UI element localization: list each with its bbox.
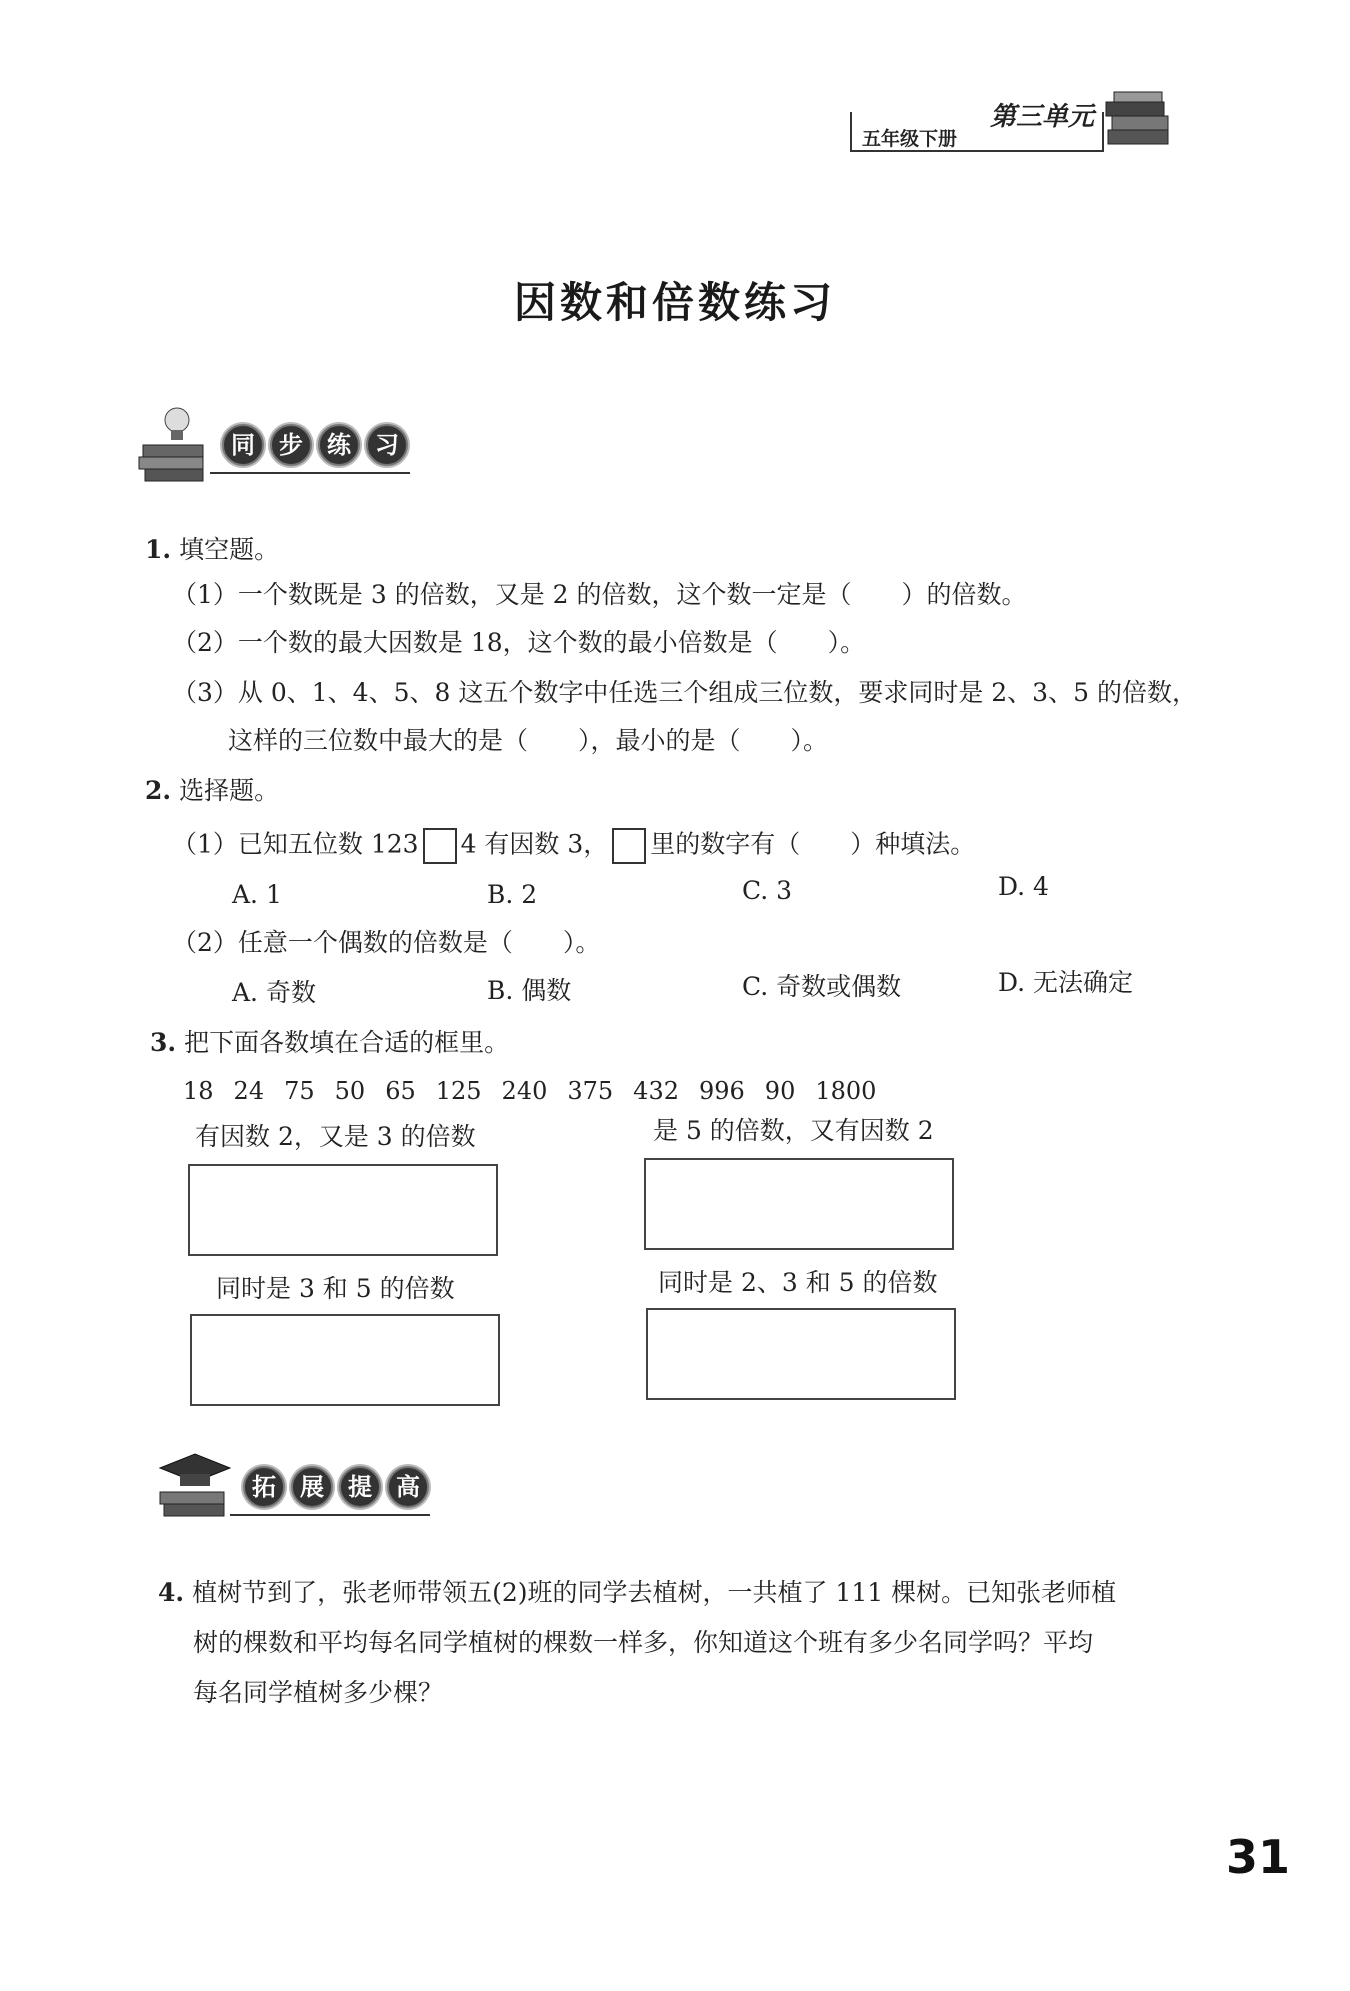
answer-box-3 xyxy=(190,1314,500,1406)
badge-char: 拓 xyxy=(243,1466,285,1508)
number-item: 996 xyxy=(698,1077,745,1105)
box1-label: 有因数 2，又是 3 的倍数 xyxy=(195,1122,476,1151)
number-item: 240 xyxy=(501,1077,548,1105)
section-underline xyxy=(210,472,410,474)
q4-line1 xyxy=(158,1578,1116,1608)
q1-prompt: 填空题。 xyxy=(179,535,280,564)
answer-box-1 xyxy=(188,1164,498,1256)
q1-number: 1. xyxy=(145,535,172,564)
q4-text1: 植树节到了，张老师带领五(2)班的同学去植树，一共植了 111 棵树。已知张老师植 xyxy=(192,1578,1117,1607)
section-extend-badge xyxy=(243,1466,429,1508)
answer-box-4 xyxy=(646,1308,956,1400)
badge-char: 步 xyxy=(270,424,312,466)
q2-part2: （2）任意一个偶数的倍数是（ ）。 xyxy=(172,928,601,957)
q1-part3a: （3）从 0、1、4、5、8 这五个数字中任选三个组成三位数，要求同时是 2、3、5 的倍数， xyxy=(172,678,1197,707)
number-item: 375 xyxy=(567,1077,614,1105)
q1-part3b: 这样的三位数中最大的是（ ），最小的是（ ）。 xyxy=(228,726,829,755)
number-item: 65 xyxy=(385,1077,416,1105)
badge-char: 高 xyxy=(387,1466,429,1508)
box2-label: 是 5 的倍数，又有因数 2 xyxy=(653,1116,934,1145)
badge-char: 习 xyxy=(366,424,408,466)
page-title: 因数和倍数练习 xyxy=(513,278,836,327)
q3-number-list xyxy=(183,1076,896,1106)
section-sync-badge xyxy=(222,424,408,466)
q2-opt2-b: B. 偶数 xyxy=(487,976,572,1005)
q2-prompt: 选择题。 xyxy=(179,776,280,805)
unit-label: 第三单元 xyxy=(990,102,1095,132)
box3-label: 同时是 3 和 5 的倍数 xyxy=(216,1274,455,1303)
q2-opt1-d: D. 4 xyxy=(998,872,1049,901)
q2-part1-c: 里的数字有（ ）种填法。 xyxy=(650,829,976,859)
number-item: 50 xyxy=(334,1077,366,1105)
badge-char: 同 xyxy=(222,424,264,466)
number-item: 75 xyxy=(284,1077,315,1105)
q2-opt1-b: B. 2 xyxy=(487,880,538,909)
q2-opt2-a: A. 奇数 xyxy=(232,978,316,1007)
box4-label: 同时是 2、3 和 5 的倍数 xyxy=(658,1268,938,1297)
section-underline xyxy=(230,1514,430,1516)
badge-char: 提 xyxy=(339,1466,381,1508)
q4-line2: 树的棵数和平均每名同学植树的棵数一样多，你知道这个班有多少名同学吗？平均 xyxy=(193,1628,1094,1657)
q3-heading xyxy=(150,1028,509,1058)
number-item: 90 xyxy=(764,1077,796,1105)
graduation-cap-books-icon xyxy=(150,1448,240,1528)
q2-part1-b: 4 有因数 3， xyxy=(460,829,609,859)
grade-label: 五年级下册 xyxy=(862,128,958,150)
q1-heading xyxy=(145,535,279,565)
q3-prompt: 把下面各数填在合适的框里。 xyxy=(184,1028,510,1057)
number-item: 125 xyxy=(435,1077,482,1105)
number-item: 432 xyxy=(633,1077,679,1105)
q2-opt2-c: C. 奇数或偶数 xyxy=(742,972,902,1001)
q2-opt1-c: C. 3 xyxy=(742,876,793,905)
q2-part1-a: （1）已知五位数 123 xyxy=(172,829,419,859)
q4-line3: 每名同学植树多少棵？ xyxy=(193,1678,444,1707)
number-item: 18 xyxy=(183,1077,214,1105)
number-item: 1800 xyxy=(815,1077,877,1105)
digit-blank-box xyxy=(612,828,646,864)
q1-part2: （2）一个数的最大因数是 18，这个数的最小倍数是（ ）。 xyxy=(172,628,866,657)
q3-number: 3. xyxy=(150,1028,177,1057)
badge-char: 展 xyxy=(291,1466,333,1508)
books-icon xyxy=(1100,90,1180,160)
q2-number: 2. xyxy=(145,776,172,805)
q2-opt1-a: A. 1 xyxy=(232,880,282,909)
answer-box-2 xyxy=(644,1158,954,1250)
lamp-books-icon xyxy=(135,400,215,490)
q1-part1: （1）一个数既是 3 的倍数，又是 2 的倍数，这个数一定是（ ）的倍数。 xyxy=(172,580,1027,609)
page-number: 31 xyxy=(1225,1830,1290,1884)
q4-number: 4. xyxy=(158,1578,185,1607)
q2-heading xyxy=(145,776,279,806)
digit-blank-box xyxy=(423,828,457,864)
q2-opt2-d: D. 无法确定 xyxy=(998,968,1134,997)
number-item: 24 xyxy=(233,1077,265,1105)
badge-char: 练 xyxy=(318,424,360,466)
q2-part1 xyxy=(172,828,975,864)
